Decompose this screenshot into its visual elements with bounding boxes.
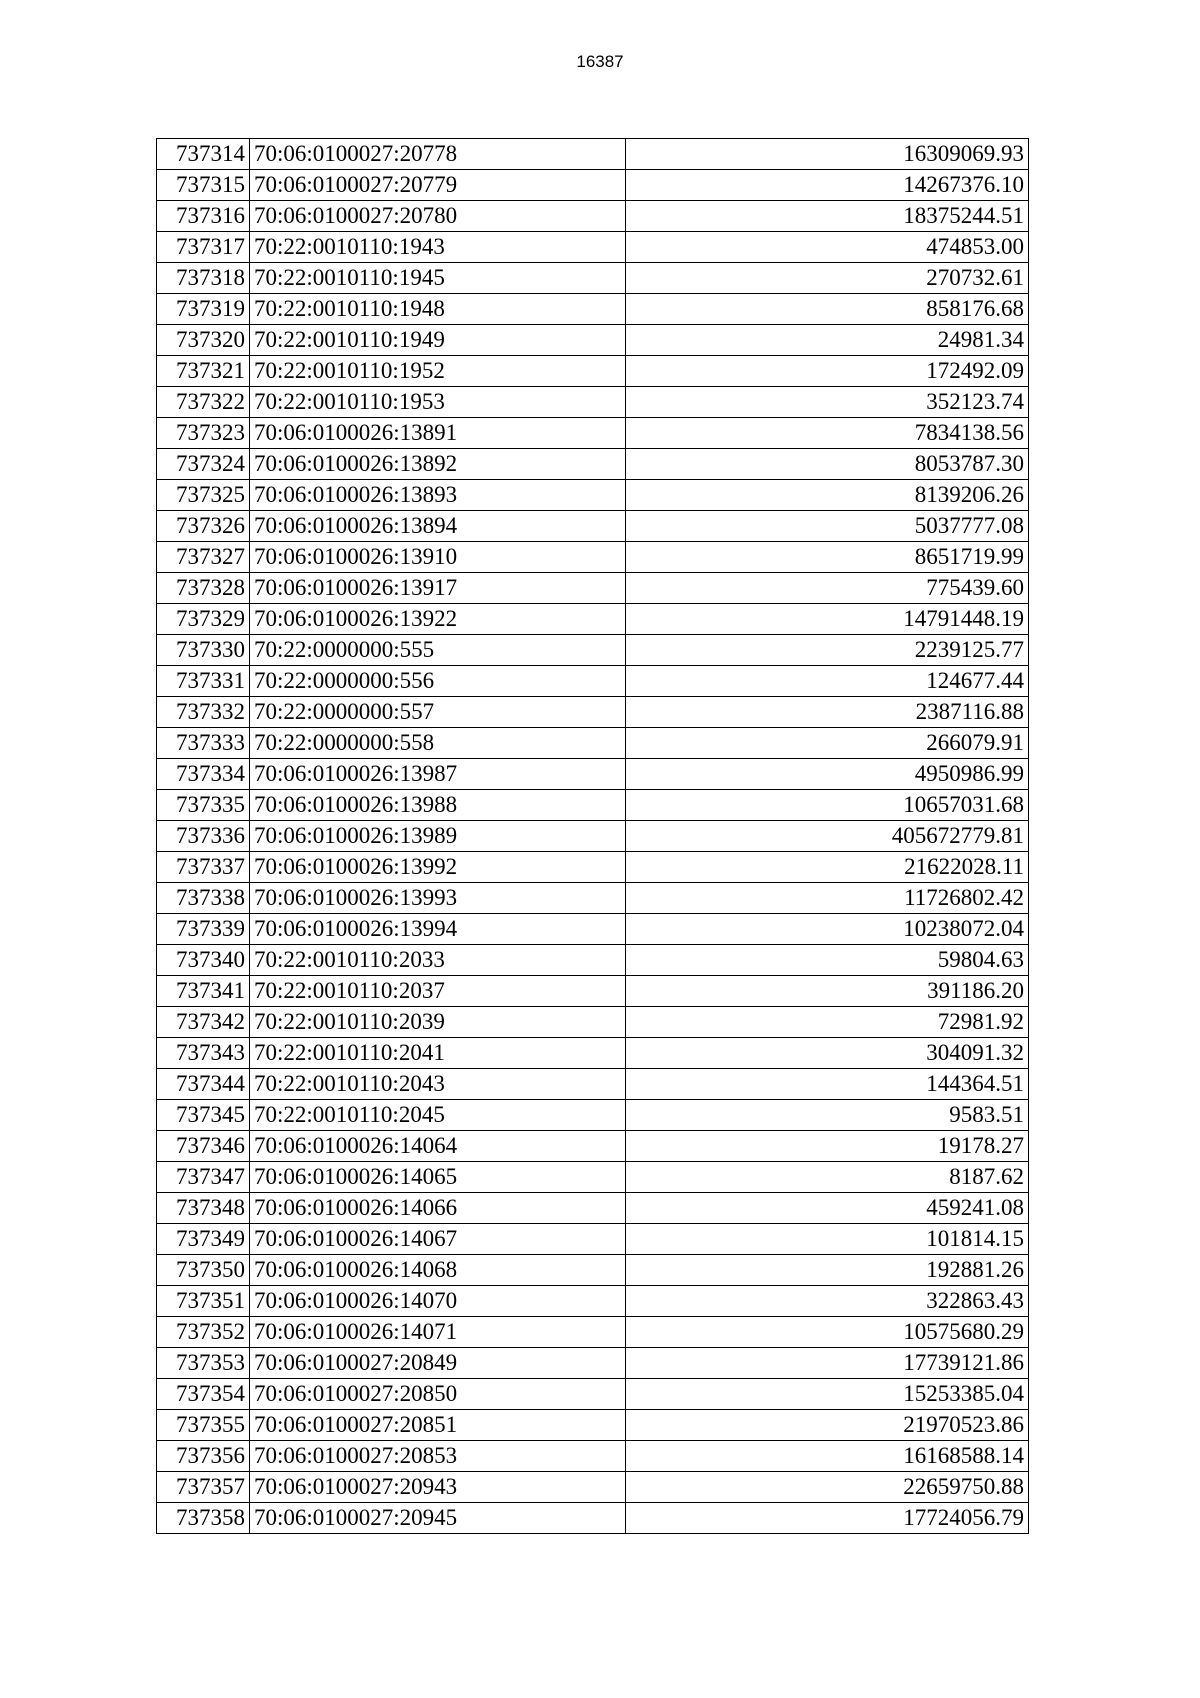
row-id-cell: 737353 — [157, 1348, 250, 1379]
row-id-cell: 737318 — [157, 263, 250, 294]
table-row — [157, 1441, 1029, 1472]
cadastral-number-cell: 70:06:0100026:14068 — [250, 1255, 626, 1286]
value-cell: 391186.20 — [626, 976, 1029, 1007]
table-row — [157, 356, 1029, 387]
cadastral-number-cell: 70:06:0100026:13917 — [250, 573, 626, 604]
cadastral-number-cell: 70:22:0010110:2041 — [250, 1038, 626, 1069]
page-number: 16387 — [576, 52, 624, 71]
row-id-cell: 737328 — [157, 573, 250, 604]
value-cell: 19178.27 — [626, 1131, 1029, 1162]
cadastral-number-cell: 70:06:0100026:14071 — [250, 1317, 626, 1348]
table-row — [157, 914, 1029, 945]
table-row — [157, 418, 1029, 449]
row-id-cell: 737337 — [157, 852, 250, 883]
row-id-cell: 737316 — [157, 201, 250, 232]
value-cell: 21622028.11 — [626, 852, 1029, 883]
value-cell: 405672779.81 — [626, 821, 1029, 852]
value-cell: 10575680.29 — [626, 1317, 1029, 1348]
value-cell: 11726802.42 — [626, 883, 1029, 914]
cadastral-number-cell: 70:22:0010110:1949 — [250, 325, 626, 356]
value-cell: 192881.26 — [626, 1255, 1029, 1286]
row-id-cell: 737357 — [157, 1472, 250, 1503]
table-row — [157, 1131, 1029, 1162]
row-id-cell: 737355 — [157, 1410, 250, 1441]
value-cell: 8053787.30 — [626, 449, 1029, 480]
value-cell: 5037777.08 — [626, 511, 1029, 542]
value-cell: 16309069.93 — [626, 139, 1029, 170]
cadastral-number-cell: 70:06:0100026:13894 — [250, 511, 626, 542]
value-cell: 172492.09 — [626, 356, 1029, 387]
row-id-cell: 737314 — [157, 139, 250, 170]
table-row — [157, 1007, 1029, 1038]
cadastral-number-cell: 70:22:0010110:2043 — [250, 1069, 626, 1100]
value-cell: 10657031.68 — [626, 790, 1029, 821]
table-row — [157, 945, 1029, 976]
table-row — [157, 294, 1029, 325]
table-row — [157, 449, 1029, 480]
value-cell: 22659750.88 — [626, 1472, 1029, 1503]
row-id-cell: 737321 — [157, 356, 250, 387]
row-id-cell: 737329 — [157, 604, 250, 635]
value-cell: 8651719.99 — [626, 542, 1029, 573]
value-cell: 270732.61 — [626, 263, 1029, 294]
cadastral-number-cell: 70:22:0010110:2037 — [250, 976, 626, 1007]
cadastral-number-cell: 70:06:0100027:20853 — [250, 1441, 626, 1472]
value-cell: 7834138.56 — [626, 418, 1029, 449]
value-cell: 21970523.86 — [626, 1410, 1029, 1441]
row-id-cell: 737348 — [157, 1193, 250, 1224]
cadastral-number-cell: 70:22:0010110:2039 — [250, 1007, 626, 1038]
row-id-cell: 737336 — [157, 821, 250, 852]
value-cell: 304091.32 — [626, 1038, 1029, 1069]
row-id-cell: 737325 — [157, 480, 250, 511]
value-cell: 858176.68 — [626, 294, 1029, 325]
cadastral-number-cell: 70:22:0010110:1952 — [250, 356, 626, 387]
cadastral-number-cell: 70:22:0010110:1953 — [250, 387, 626, 418]
cadastral-number-cell: 70:06:0100026:13994 — [250, 914, 626, 945]
row-id-cell: 737346 — [157, 1131, 250, 1162]
cadastral-number-cell: 70:06:0100026:13987 — [250, 759, 626, 790]
cadastral-number-cell: 70:06:0100026:14065 — [250, 1162, 626, 1193]
value-cell: 17724056.79 — [626, 1503, 1029, 1534]
row-id-cell: 737323 — [157, 418, 250, 449]
table-row — [157, 852, 1029, 883]
table-row — [157, 573, 1029, 604]
table-row — [157, 1317, 1029, 1348]
table-row — [157, 325, 1029, 356]
value-cell: 101814.15 — [626, 1224, 1029, 1255]
value-cell: 2239125.77 — [626, 635, 1029, 666]
cadastral-number-cell: 70:22:0000000:555 — [250, 635, 626, 666]
row-id-cell: 737333 — [157, 728, 250, 759]
value-cell: 2387116.88 — [626, 697, 1029, 728]
value-cell: 14791448.19 — [626, 604, 1029, 635]
table-row — [157, 1503, 1029, 1534]
table-row — [157, 697, 1029, 728]
cadastral-number-cell: 70:06:0100027:20851 — [250, 1410, 626, 1441]
row-id-cell: 737332 — [157, 697, 250, 728]
cadastral-number-cell: 70:06:0100027:20849 — [250, 1348, 626, 1379]
row-id-cell: 737344 — [157, 1069, 250, 1100]
row-id-cell: 737340 — [157, 945, 250, 976]
cadastral-number-cell: 70:22:0000000:558 — [250, 728, 626, 759]
table-row — [157, 821, 1029, 852]
cadastral-value-table — [156, 138, 1029, 1534]
table-row — [157, 170, 1029, 201]
row-id-cell: 737345 — [157, 1100, 250, 1131]
value-cell: 15253385.04 — [626, 1379, 1029, 1410]
cadastral-number-cell: 70:22:0000000:556 — [250, 666, 626, 697]
table-row — [157, 232, 1029, 263]
cadastral-number-cell: 70:06:0100026:14064 — [250, 1131, 626, 1162]
row-id-cell: 737339 — [157, 914, 250, 945]
cadastral-number-cell: 70:06:0100027:20778 — [250, 139, 626, 170]
value-cell: 144364.51 — [626, 1069, 1029, 1100]
table-row — [157, 728, 1029, 759]
value-cell: 352123.74 — [626, 387, 1029, 418]
row-id-cell: 737356 — [157, 1441, 250, 1472]
table-row — [157, 387, 1029, 418]
value-cell: 474853.00 — [626, 232, 1029, 263]
table-row — [157, 1379, 1029, 1410]
value-cell: 8139206.26 — [626, 480, 1029, 511]
value-cell: 14267376.10 — [626, 170, 1029, 201]
row-id-cell: 737342 — [157, 1007, 250, 1038]
table-row — [157, 1100, 1029, 1131]
cadastral-number-cell: 70:06:0100026:13922 — [250, 604, 626, 635]
table-row — [157, 480, 1029, 511]
cadastral-number-cell: 70:06:0100026:13993 — [250, 883, 626, 914]
table-row — [157, 1162, 1029, 1193]
row-id-cell: 737320 — [157, 325, 250, 356]
row-id-cell: 737335 — [157, 790, 250, 821]
table-row — [157, 1038, 1029, 1069]
cadastral-number-cell: 70:06:0100026:13892 — [250, 449, 626, 480]
table-row — [157, 635, 1029, 666]
value-cell: 24981.34 — [626, 325, 1029, 356]
cadastral-number-cell: 70:22:0010110:1945 — [250, 263, 626, 294]
row-id-cell: 737324 — [157, 449, 250, 480]
row-id-cell: 737338 — [157, 883, 250, 914]
row-id-cell: 737341 — [157, 976, 250, 1007]
table-row — [157, 790, 1029, 821]
value-cell: 459241.08 — [626, 1193, 1029, 1224]
value-cell: 18375244.51 — [626, 201, 1029, 232]
table-row — [157, 666, 1029, 697]
value-cell: 4950986.99 — [626, 759, 1029, 790]
row-id-cell: 737358 — [157, 1503, 250, 1534]
cadastral-number-cell: 70:22:0010110:1948 — [250, 294, 626, 325]
table-row — [157, 542, 1029, 573]
table-row — [157, 1410, 1029, 1441]
value-cell: 775439.60 — [626, 573, 1029, 604]
table-row — [157, 1069, 1029, 1100]
value-cell: 8187.62 — [626, 1162, 1029, 1193]
row-id-cell: 737347 — [157, 1162, 250, 1193]
row-id-cell: 737315 — [157, 170, 250, 201]
value-cell: 266079.91 — [626, 728, 1029, 759]
cadastral-number-cell: 70:06:0100026:13891 — [250, 418, 626, 449]
cadastral-number-cell: 70:06:0100027:20943 — [250, 1472, 626, 1503]
row-id-cell: 737354 — [157, 1379, 250, 1410]
table-row — [157, 139, 1029, 170]
value-cell: 9583.51 — [626, 1100, 1029, 1131]
cadastral-number-cell: 70:06:0100027:20850 — [250, 1379, 626, 1410]
cadastral-number-cell: 70:22:0010110:1943 — [250, 232, 626, 263]
row-id-cell: 737330 — [157, 635, 250, 666]
cadastral-number-cell: 70:06:0100026:13893 — [250, 480, 626, 511]
row-id-cell: 737317 — [157, 232, 250, 263]
value-cell: 322863.43 — [626, 1286, 1029, 1317]
cadastral-number-cell: 70:06:0100026:13910 — [250, 542, 626, 573]
row-id-cell: 737343 — [157, 1038, 250, 1069]
table-row — [157, 604, 1029, 635]
cadastral-number-cell: 70:06:0100026:13992 — [250, 852, 626, 883]
cadastral-number-cell: 70:06:0100026:13989 — [250, 821, 626, 852]
table-row — [157, 883, 1029, 914]
cadastral-number-cell: 70:06:0100027:20780 — [250, 201, 626, 232]
value-cell: 124677.44 — [626, 666, 1029, 697]
cadastral-number-cell: 70:22:0010110:2033 — [250, 945, 626, 976]
cadastral-number-cell: 70:06:0100026:14070 — [250, 1286, 626, 1317]
table-row — [157, 201, 1029, 232]
cadastral-number-cell: 70:06:0100027:20779 — [250, 170, 626, 201]
row-id-cell: 737322 — [157, 387, 250, 418]
row-id-cell: 737350 — [157, 1255, 250, 1286]
cadastral-number-cell: 70:22:0010110:2045 — [250, 1100, 626, 1131]
table-row — [157, 1255, 1029, 1286]
row-id-cell: 737331 — [157, 666, 250, 697]
table-row — [157, 1348, 1029, 1379]
cadastral-number-cell: 70:22:0000000:557 — [250, 697, 626, 728]
table-row — [157, 511, 1029, 542]
row-id-cell: 737319 — [157, 294, 250, 325]
table-row — [157, 1286, 1029, 1317]
table-body — [157, 139, 1029, 1534]
row-id-cell: 737334 — [157, 759, 250, 790]
value-cell: 16168588.14 — [626, 1441, 1029, 1472]
table-row — [157, 976, 1029, 1007]
row-id-cell: 737351 — [157, 1286, 250, 1317]
table-row — [157, 1224, 1029, 1255]
row-id-cell: 737327 — [157, 542, 250, 573]
cadastral-number-cell: 70:06:0100026:13988 — [250, 790, 626, 821]
cadastral-number-cell: 70:06:0100027:20945 — [250, 1503, 626, 1534]
value-cell: 10238072.04 — [626, 914, 1029, 945]
row-id-cell: 737349 — [157, 1224, 250, 1255]
value-cell: 72981.92 — [626, 1007, 1029, 1038]
row-id-cell: 737352 — [157, 1317, 250, 1348]
table-row — [157, 1193, 1029, 1224]
table-row — [157, 759, 1029, 790]
cadastral-number-cell: 70:06:0100026:14066 — [250, 1193, 626, 1224]
value-cell: 59804.63 — [626, 945, 1029, 976]
cadastral-number-cell: 70:06:0100026:14067 — [250, 1224, 626, 1255]
table-row — [157, 263, 1029, 294]
table-row — [157, 1472, 1029, 1503]
value-cell: 17739121.86 — [626, 1348, 1029, 1379]
row-id-cell: 737326 — [157, 511, 250, 542]
